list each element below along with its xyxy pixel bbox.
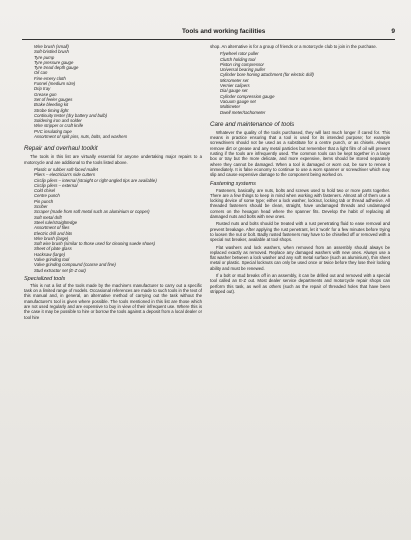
- tool-list-item: Soldering iron and solder: [34, 118, 82, 124]
- tool-list-item: Brake bleeding kit: [34, 102, 69, 108]
- basic-tool-list: [34, 44, 202, 139]
- tool-list-item: Tyre pressure gauge: [34, 59, 74, 65]
- fastening-paragraph-4: If a bolt or stud breaks off in an assembly, it can be drilled out and removed with a special tool called an E-Z out. Most dealer service departments and motorcycle repair shops can perform this task, as well as others (such as the repair of threaded holes that have been stripped out).: [210, 272, 390, 294]
- tool-list-item: Cylinder bore honing attachment (for electric drill): [220, 72, 314, 78]
- tool-list-item: Drip tray: [34, 86, 51, 92]
- repair-toolkit-heading: Repair and overhaul toolkit: [24, 145, 98, 153]
- tool-list-item: Pliers – electrician's side cutters: [34, 172, 95, 178]
- tool-list-item: Cold chisel: [34, 188, 56, 194]
- fastening-paragraph-1: Fasteners, basically, are nuts, bolts and screws used to hold two or more parts together. There are a few things to keep in mind when working with fasteners. Almost all of them use a locking device of some type; either a lock washer, locknut, locking tab or thread adhesive. All threaded fasteners should be clean, straight, have undamaged threads and undamaged corners on the hexagon head where the spanner fits. Develop the habit of replacing all damaged nuts and bolts with new ones.: [210, 187, 390, 220]
- tool-list-item: Electric drill and bits: [34, 230, 73, 236]
- special-tool-list: [220, 51, 390, 115]
- fastening-systems-heading: Fastening systems: [210, 180, 256, 187]
- tool-list-item: Wire brush (small): [34, 44, 69, 49]
- tool-list-item: Sheet of plate glass: [34, 246, 72, 252]
- tool-list-item: Scraper (made from soft metal such as aluminium or copper): [34, 209, 150, 215]
- tool-list-item: Vacuum gauge set: [220, 98, 256, 104]
- tool-list-item: Hacksaw (large): [34, 251, 66, 257]
- tool-list-item: Wire stripper or craft knife: [34, 123, 84, 129]
- tool-list-item: Flywheel rotor puller: [220, 51, 259, 57]
- page-number: 9: [391, 28, 395, 35]
- care-maintenance-heading: Care and maintenance of tools: [210, 120, 295, 128]
- repair-tool-list: [34, 167, 202, 273]
- tool-list-item: Fine emery cloth: [34, 75, 66, 81]
- tool-list-item: Clutch holding tool: [220, 56, 256, 62]
- tool-list-item: Assortment of split pins, nuts, bolts, and washers: [34, 134, 128, 140]
- tool-list-item: Valve grinding compound (coarse and fine): [34, 262, 116, 268]
- specialized-tools-text: This is not a list of the tools made by the machine's manufacturer to carry out a specific task on a limited range of models. Occasional references are made to such tools in the text of this manual and, in general, an alternative method of carrying out the task without the manufacturer's tool is given where possible. The tools mentioned in this list are those which are not used regularly and are expensive to buy in view of their infrequent use. Where this is the case it may be possible to hire or borrow the tools against a deposit from a local dealer or tool hire: [24, 282, 202, 320]
- tool-list-item: Vernier calipers: [220, 83, 250, 89]
- tool-list-item: Set of feeler gauges: [34, 96, 73, 102]
- tool-list-item: Assortment of files: [34, 225, 70, 231]
- tool-list-item: Circlip pliers – internal (straight or right-angled tips are available): [34, 177, 157, 183]
- tool-list-item: PVC insulating tape: [34, 128, 72, 134]
- specialized-tools-heading: Specialized tools: [24, 275, 66, 282]
- tool-list-item: Stud extractor set (E-Z out): [34, 267, 86, 273]
- left-column: [24, 44, 202, 322]
- continued-paragraph: shop. An alternative is for a group of friends or a motorcycle club to join in the purchase.: [210, 44, 377, 49]
- tool-list-item: Centre punch: [34, 193, 60, 199]
- tool-list-item: Strobe timing light: [34, 107, 69, 113]
- right-column: [210, 44, 390, 296]
- fastening-paragraph-2: Rusted nuts and bolts should be treated with a rust penetrating fluid to ease removal and prevent breakage. After applying the rust penetrant, let it 'work' for a few minutes before trying to loosen the nut or bolt. Badly rusted fasteners may have to be chiselled off or removed with a special nut breaker, available at tool shops.: [210, 221, 390, 243]
- tool-list-item: Pin punch: [34, 198, 54, 204]
- tool-list-item: Soft-bristled brush: [34, 49, 69, 55]
- tool-list-item: Grease gun: [34, 91, 57, 97]
- care-maintenance-text: Whatever the quality of the tools purchased, they will last much longer if cared for. This means in practice ensuring that a tool is used for its intended purpose; for example screwdrivers should not be used as a substitute for a centre punch, or as chisels. Always remove dirt or grease and any metal particles but remember that a light film of oil will prevent rusting if the tools are infrequently used. The common tools can be kept together in a large box or tray but the more delicate, and more expensive, items should be stored separately where they cannot be damaged. When a tool is damaged or worn out, be sure to renew it immediately. It is false economy to continue to use a worn spanner or screwdriver which may slip and cause expensive damage to the component being worked on.: [210, 129, 390, 178]
- fastening-paragraph-3: Flat washers and lock washers, when removed from an assembly should always be replaced exactly as removed. Replace any damaged washers with new ones. Always use a flat washer between a lock washer and any soft metal surface (such as aluminium), thin sheet metal or plastic. Special locknuts can only be used once or twice before they lose their locking ability and must be renewed.: [210, 244, 390, 271]
- tool-list-item: Dwell meter/tachometer: [220, 109, 266, 115]
- page-header: [22, 28, 395, 40]
- tool-list-item: Scriber: [34, 204, 48, 210]
- tool-list-item: Continuity tester (dry battery and bulb): [34, 112, 108, 118]
- tool-list-item: Tyre tread depth gauge: [34, 65, 79, 71]
- header-rule: [22, 39, 395, 40]
- repair-toolkit-intro: The tools in this list are virtually essential for anyone undertaking major repairs to a motorcycle and are additional to the tools listed above.: [24, 154, 202, 165]
- tool-list-item: Soft metal drift: [34, 214, 62, 220]
- tool-list-item: Circlip pliers – external: [34, 182, 78, 188]
- tool-list-item: Soft wire brush (similar to those used for cleaning suede shoes): [34, 241, 156, 247]
- tool-list-item: Universal bearing puller: [220, 67, 266, 73]
- tool-list-item: Dial gauge set: [220, 88, 248, 94]
- tool-list-item: Steel rule/straightedge: [34, 219, 77, 225]
- tool-list-item: Cylinder compression gauge: [220, 93, 275, 99]
- tool-list-item: Micrometer set: [220, 77, 249, 83]
- tool-list-item: Wire brush (large): [34, 235, 69, 241]
- tool-list-item: Piston ring compressor: [220, 61, 264, 67]
- tool-list-item: Valve grinding tool: [34, 256, 70, 262]
- running-head: Tools and working facilities: [182, 28, 266, 35]
- tool-list-item: Oil can: [34, 70, 48, 76]
- tool-list-item: Multimeter: [220, 104, 241, 110]
- tool-list-item: Funnel (medium size): [34, 81, 76, 87]
- tool-list-item: Tyre pump: [34, 54, 55, 60]
- tool-list-item: Plastic or rubber soft-faced mallet: [34, 166, 99, 172]
